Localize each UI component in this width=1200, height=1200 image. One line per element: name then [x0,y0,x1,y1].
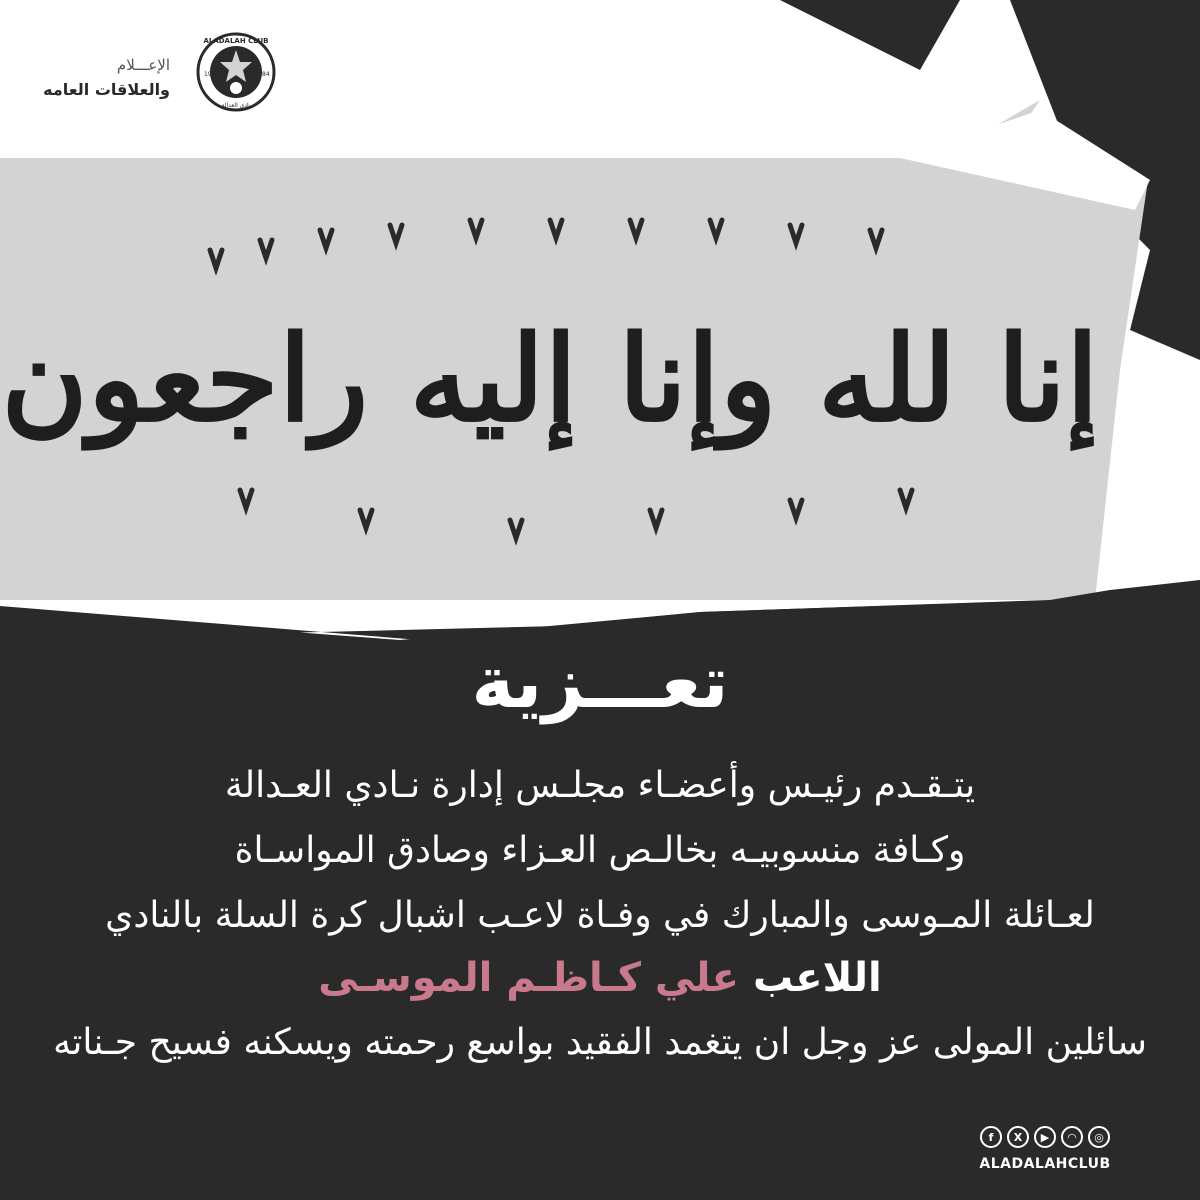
text-line-1: يتـقـدم رئيـس وأعضـاء مجلـس إدارة نـادي العـدالة [224,765,976,806]
logo-text-top: ALADALAH CLUB [203,37,269,45]
calligraphy-verse [1,190,1099,550]
header [8,37,270,118]
player-line [0,955,1200,1001]
dept-line2: والعلاقات العامه [43,80,170,99]
text-line-2: وكـافة منسوبيـه بخالـص العـزاء وصادق المواسـاة [234,830,966,871]
player-prefix: اللاعب [752,955,882,1001]
x-icon[interactable]: X [1007,1126,1029,1148]
calligraphy-text: إنا لله وإنا إليه راجعون [1,309,1099,448]
social-handle: ALADALAHCLUB [979,1156,1111,1172]
player-name: علي كـاظـم الموسـى [318,955,740,1001]
youtube-icon[interactable]: ▶ [1034,1126,1056,1148]
snapchat-icon[interactable]: ◠ [1061,1126,1083,1148]
instagram-icon[interactable]: ◎ [1088,1126,1110,1148]
social-links [975,1126,1115,1152]
logo-text-bottom: نادي العدالة [221,102,251,109]
top-black-shard [780,0,960,70]
logo-year-left: 19 [204,71,212,78]
club-crest-icon [196,32,276,112]
text-line-5: سائلين المولى عز وجل ان يتغمد الفقيد بواسع رحمته ويسكنه فسيح جـناته [53,1022,1147,1063]
dept-line1: الإعـــلام [116,56,170,74]
facebook-icon[interactable]: f [980,1126,1002,1148]
condolence-title: تعـــزية [471,640,729,724]
text-line-3: لعـائلة المـوسى والمبارك في وفـاة لاعـب اشبال كرة السلة بالنادي [105,895,1095,936]
logo-year-right: 84 [262,71,270,78]
